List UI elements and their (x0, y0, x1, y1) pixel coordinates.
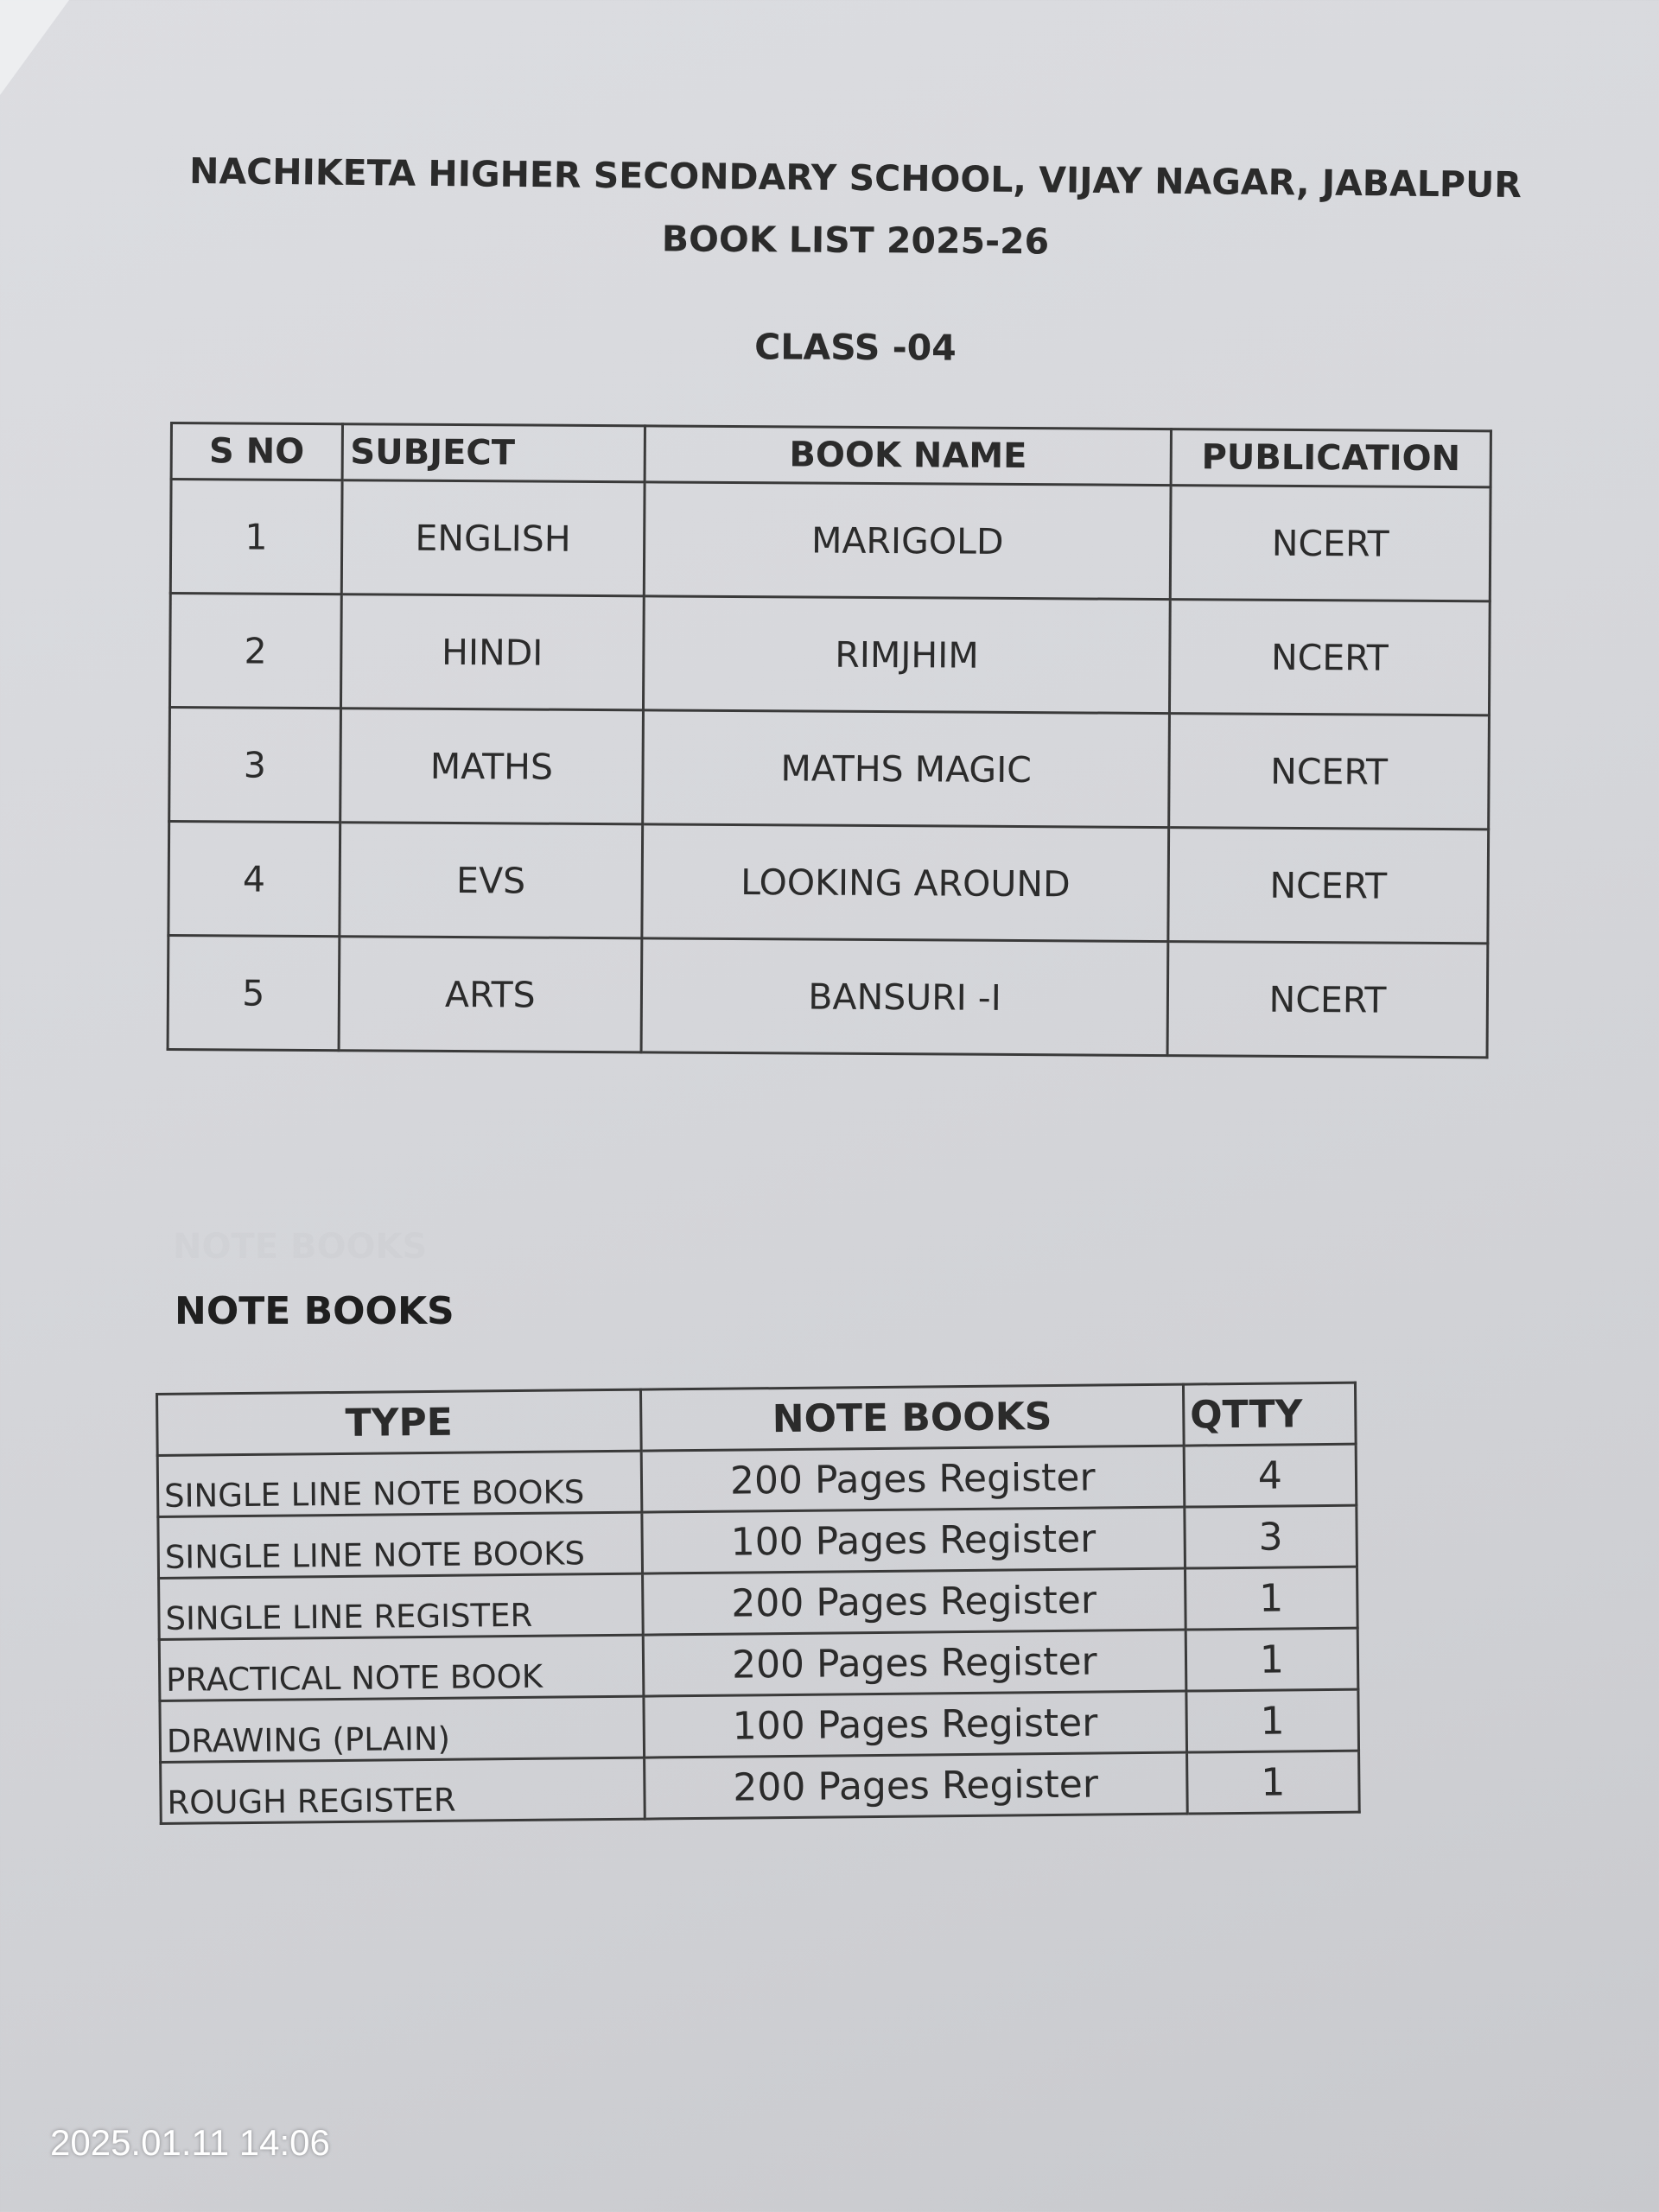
table-row (161, 1751, 1360, 1823)
table-row (168, 822, 1489, 944)
subject-cell: EVS (339, 823, 642, 938)
class-title: CLASS -04 (754, 326, 957, 369)
type-cell: DRAWING (PLAIN) (160, 1696, 644, 1762)
register-cell: 200 Pages Register (643, 1630, 1186, 1696)
column-header-sno: S NO (171, 423, 342, 480)
book-name-cell: MARIGOLD (644, 482, 1171, 600)
column-header-book-name: BOOK NAME (645, 426, 1171, 486)
subject-cell: ENGLISH (341, 480, 645, 596)
column-header-subject: SUBJECT (342, 424, 645, 482)
show-through-text: NOTE BOOKS (173, 1227, 428, 1267)
subject-cell: HINDI (340, 594, 644, 710)
type-cell: ROUGH REGISTER (161, 1758, 645, 1823)
page-corner-fold (0, 0, 69, 95)
table-header-row (171, 423, 1491, 487)
column-header-qtty: QTTY (1183, 1382, 1356, 1446)
publication-cell: NCERT (1170, 600, 1491, 715)
column-header-type: TYPE (157, 1389, 641, 1455)
table-row (168, 935, 1488, 1057)
register-cell: 100 Pages Register (644, 1691, 1187, 1758)
type-cell: SINGLE LINE REGISTER (159, 1573, 643, 1639)
book-list-table (167, 422, 1492, 1058)
type-cell: SINGLE LINE NOTE BOOKS (157, 1451, 641, 1516)
publication-cell: NCERT (1168, 828, 1489, 944)
quantity-cell: 1 (1186, 1751, 1359, 1814)
table-row (169, 708, 1490, 830)
book-name-cell: LOOKING AROUND (642, 824, 1169, 942)
quantity-cell: 3 (1185, 1505, 1357, 1568)
publication-cell: NCERT (1169, 714, 1490, 830)
register-cell: 200 Pages Register (641, 1446, 1185, 1512)
publication-cell: NCERT (1167, 942, 1488, 1058)
sno-cell: 2 (169, 594, 340, 709)
column-header-note-books: NOTE BOOKS (640, 1384, 1184, 1451)
notebooks-section-title: NOTE BOOKS (175, 1289, 454, 1333)
sno-cell: 4 (168, 822, 340, 937)
table-row (158, 1505, 1357, 1578)
book-name-cell: RIMJHIM (644, 596, 1171, 714)
table-row (159, 1628, 1358, 1700)
sno-cell: 3 (169, 708, 340, 823)
book-name-cell: BANSURI -I (641, 938, 1168, 1056)
table-row (160, 1689, 1359, 1762)
notebooks-table (156, 1382, 1361, 1825)
quantity-cell: 1 (1185, 1628, 1358, 1691)
column-header-publication: PUBLICATION (1171, 429, 1491, 487)
type-cell: SINGLE LINE NOTE BOOKS (158, 1512, 642, 1578)
sno-cell: 5 (168, 935, 339, 1050)
table-row (170, 480, 1491, 601)
table-header-row (157, 1382, 1357, 1455)
table-row (157, 1444, 1357, 1516)
publication-cell: NCERT (1170, 486, 1491, 601)
quantity-cell: 1 (1185, 1567, 1357, 1630)
register-cell: 200 Pages Register (644, 1752, 1187, 1819)
table-row (159, 1567, 1358, 1639)
quantity-cell: 1 (1186, 1689, 1359, 1752)
quantity-cell: 4 (1184, 1444, 1357, 1507)
table-row (169, 594, 1490, 715)
register-cell: 100 Pages Register (642, 1507, 1185, 1573)
school-title: NACHIKETA HIGHER SECONDARY SCHOOL, VIJAY NAGAR, JABALPUR (188, 149, 1522, 207)
subject-cell: ARTS (339, 937, 642, 1052)
type-cell: PRACTICAL NOTE BOOK (159, 1635, 643, 1700)
book-list-title: BOOK LIST 2025-26 (661, 218, 1050, 263)
subject-cell: MATHS (340, 709, 643, 824)
book-name-cell: MATHS MAGIC (643, 710, 1170, 828)
register-cell: 200 Pages Register (642, 1568, 1185, 1635)
photo-timestamp: 2025.01.11 14:06 (50, 2122, 330, 2163)
sno-cell: 1 (170, 480, 341, 594)
